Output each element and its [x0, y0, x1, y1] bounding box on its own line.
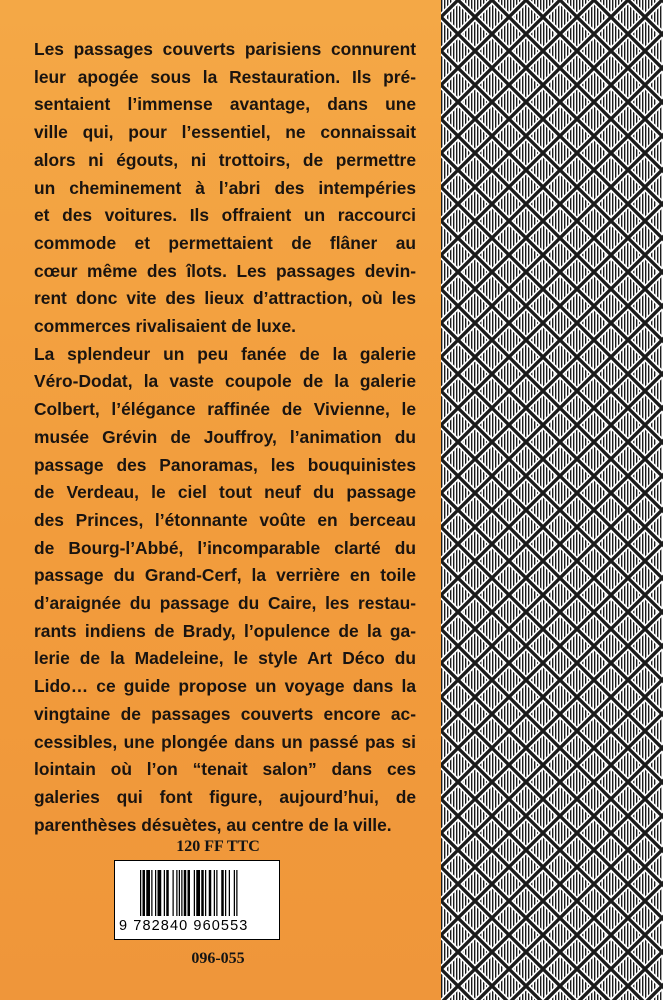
barcode-bar	[166, 870, 169, 916]
barcode-bar	[201, 870, 204, 916]
decorative-pattern-strip	[441, 0, 663, 1000]
barcode-bar	[164, 870, 165, 916]
description-line: de Verdeau, le ciel tout neuf du passage	[34, 482, 416, 503]
barcode-bar	[181, 870, 182, 916]
description-line: des Princes, l’étonnante voûte en berceau	[34, 509, 416, 530]
barcode-bar	[209, 870, 212, 916]
description-line: commerces rivalisaient de luxe.	[34, 316, 296, 337]
description-line: vingtaine de passages couverts encore ac-	[34, 703, 416, 724]
description-line: musée Grévin de Jouffroy, l’animation du	[34, 426, 416, 447]
description-line: Les passages couverts parisiens connurent	[34, 39, 416, 59]
barcode-bar	[151, 870, 152, 916]
back-cover-description	[34, 36, 416, 839]
barcode-digits: 9 782840 960553	[119, 918, 249, 934]
description-line: passage des Panoramas, les bouquinistes	[34, 454, 416, 475]
description-line: La splendeur un peu fanée de la galerie	[34, 343, 416, 364]
barcode-bar	[155, 870, 156, 916]
description-line: Colbert, l’élégance raffinée de Vivienne, le	[34, 399, 416, 420]
barcode-bar	[179, 870, 180, 916]
barcode-icon	[140, 870, 264, 916]
isbn-barcode	[114, 860, 280, 940]
barcode-bar	[214, 870, 215, 916]
description-line: sentaient l’immense avantage, dans une	[34, 94, 416, 115]
description-line: d’araignée du passage du Caire, les restau-	[34, 593, 416, 614]
description-line: et des voitures. Ils offraient un raccourci	[34, 205, 416, 226]
description-line: un cheminement à l’abri des intempéries	[34, 177, 416, 198]
description-line: Lido… ce guide propose un voyage dans la	[34, 676, 416, 697]
description-line: parenthèses désuètes, au centre de la ville.	[34, 814, 392, 835]
barcode-bar	[173, 870, 174, 916]
price-label: 120 FF TTC	[176, 838, 260, 855]
description-line: ville qui, pour l’essentiel, ne connaissait	[34, 122, 416, 143]
description-line: passage du Grand-Cerf, la verrière en toile	[34, 565, 416, 586]
description-line: galeries qui font figure, aujourd’hui, de	[34, 786, 416, 807]
barcode-bar	[176, 870, 177, 916]
description-line: Véro-Dodat, la vaste coupole de la galerie	[34, 371, 416, 392]
barcode-bar	[143, 870, 146, 916]
barcode-bar	[236, 870, 237, 916]
barcode-bar	[234, 870, 235, 916]
description-line: commode et permettaient de flâner au	[34, 232, 416, 253]
barcode-bar	[216, 870, 217, 916]
description-line: cœur même des îlots. Les passages devin-	[34, 260, 416, 281]
barcode-bar	[229, 870, 230, 916]
barcode-bar	[184, 870, 187, 916]
barcode-bar	[188, 870, 191, 916]
description-line: alors ni égouts, ni trottoirs, de permettre	[34, 149, 416, 170]
description-line: cessibles, une plongée dans un passé pas si	[34, 731, 416, 752]
barcode-bar	[146, 870, 150, 916]
barcode-bar	[158, 870, 162, 916]
description-line: rent donc vite des lieux d’attraction, où les	[34, 288, 416, 309]
barcode-bar	[140, 870, 141, 916]
description-line: lerie de la Madeleine, le style Art Déco du	[34, 648, 416, 669]
description-line: rants indiens de Brady, l’opulence de la ga-	[34, 620, 416, 641]
barcode-bar	[196, 870, 200, 916]
product-code: 096-055	[191, 950, 245, 967]
description-paragraph-1	[34, 36, 416, 341]
description-line: lointain où l’on “tenait salon” dans ces	[34, 759, 416, 780]
barcode-bar	[225, 870, 226, 916]
barcode-bar	[194, 870, 195, 916]
description-line: de Bourg-l’Abbé, l’incomparable clarté du	[34, 537, 416, 558]
description-line: leur apogée sous la Restauration. Ils pré-	[34, 66, 416, 87]
diamond-lattice-pattern-icon	[441, 0, 663, 1000]
barcode-bar	[205, 870, 206, 916]
barcode-bar	[221, 870, 224, 916]
description-paragraph-2	[34, 341, 416, 840]
